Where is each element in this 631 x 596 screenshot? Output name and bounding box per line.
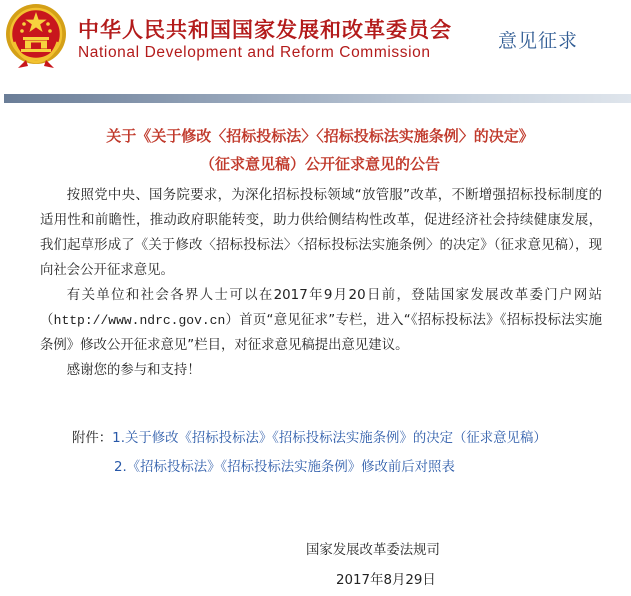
portal-url: http://www.ndrc.gov.cn	[53, 313, 226, 328]
notice-title	[20, 122, 620, 178]
site-header	[0, 0, 631, 96]
paragraph-thanks: 感谢您的参与和支持！	[66, 363, 201, 378]
notice-title-line1: 关于《关于修改〈招标投标法〉〈招标投标法实施条例〉的决定》	[106, 127, 534, 145]
national-emblem-icon	[4, 2, 68, 70]
instructions-text-after: ）首页“意见征求”专栏，进入“《招标投标法》《招标投标法实施条例》修改公开征求意见”栏目，对征求意见稿提出意见建议。	[40, 313, 602, 353]
instructions-text-before: 有关单位和社会各界人士可以在2017年9月20日前，登陆国家发展改革委门户网站（	[40, 288, 602, 328]
publish-date: 2017年8月29日	[336, 573, 436, 588]
paragraph-intro: 按照党中央、国务院要求，为深化招标投标领域“放管服”改革，不断增强招标投标制度的适用性和前瞻性，推动政府职能转变，助力供给侧结构性改革，促进经济社会持续健康发展，我们起草形成了《关于修改〈招标投标法〉〈招标投标法实施条例〉的决定》（征求意见稿），现向社会公开征求意见。	[40, 188, 602, 278]
org-name-en: National Development and Reform Commission	[78, 44, 431, 61]
paragraph-instructions	[40, 283, 602, 358]
section-tag[interactable]: 意见征求	[498, 30, 579, 52]
header-divider-bar	[4, 94, 631, 103]
signature: 国家发展改革委法规司	[306, 543, 440, 558]
attachments-label: 附件：	[72, 431, 113, 446]
attachments	[72, 424, 622, 482]
notice-body	[40, 183, 602, 383]
org-name-cn: 中华人民共和国国家发展和改革委员会	[78, 18, 452, 42]
attachment-link-2[interactable]: 2.《招标投标法》《招标投标法实施条例》修改前后对照表	[114, 460, 455, 475]
notice-title-line2: （征求意见稿）公开征求意见的公告	[199, 155, 440, 173]
attachment-link-1[interactable]: 1.关于修改《招标投标法》《招标投标法实施条例》的决定（征求意见稿）	[112, 431, 547, 446]
